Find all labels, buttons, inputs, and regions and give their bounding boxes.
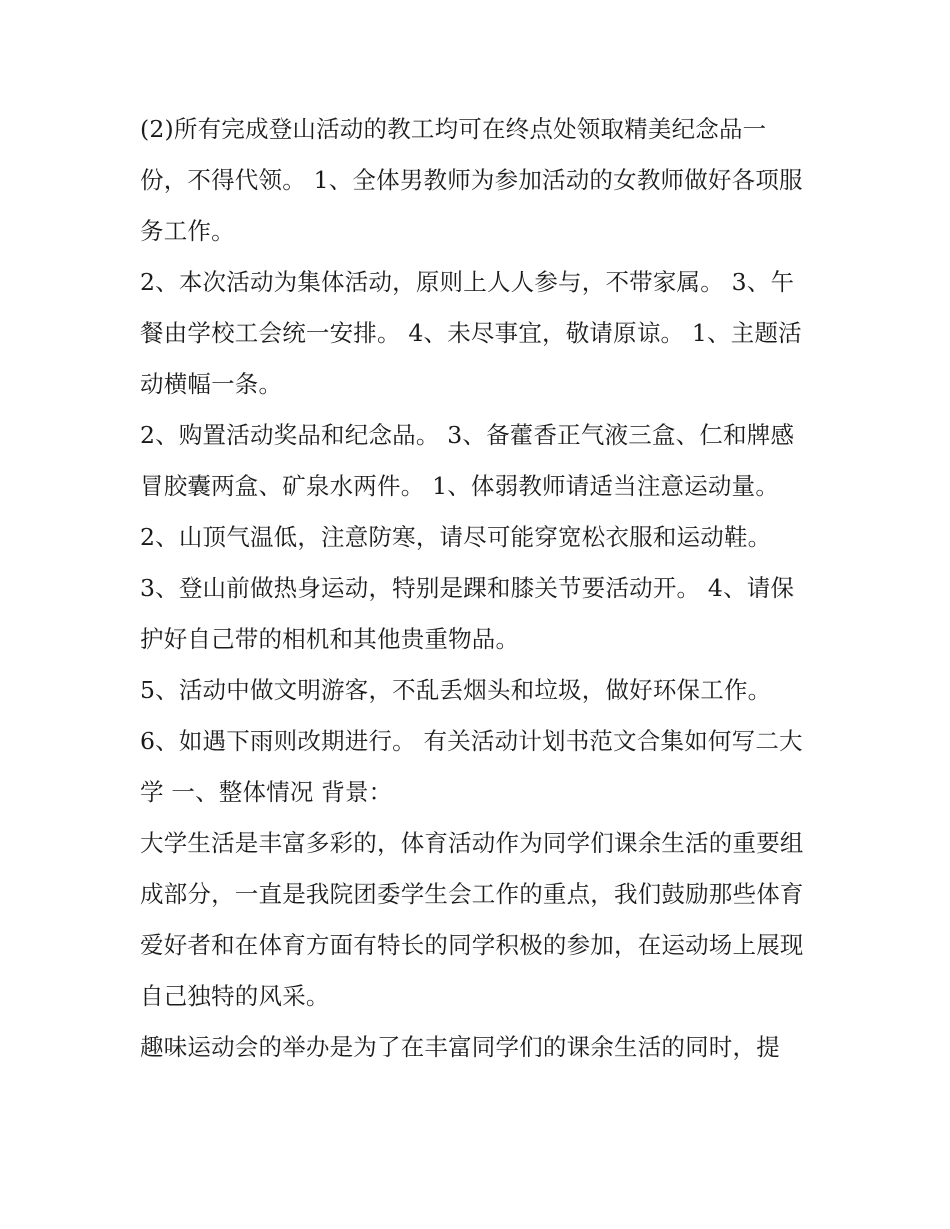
paragraph-5: 3、登山前做热身运动，特别是踝和膝关节要活动开。 4、请保护好自己带的相机和其他贵重物品。: [140, 574, 795, 653]
paragraph-1: (2)所有完成登山活动的教工均可在终点处领取精美纪念品一份，不得代领。 1、全体男教师为参加活动的女教师做好各项服务工作。: [140, 115, 803, 245]
document-body: [140, 104, 812, 1073]
paragraph-8: 大学生活是丰富多彩的，体育活动作为同学们课余生活的重要组成部分，一直是我院团委学生会工作的重点，我们鼓励那些体育爱好者和在体育方面有特长的同学积极的参加，在运动场上展现自己独特的风采。: [140, 829, 804, 1010]
paragraph-7: 6、如遇下雨则改期进行。 有关活动计划书范文合集如何写二大学 一、整体情况 背景：: [140, 727, 803, 806]
paragraph-3: 2、购置活动奖品和纪念品。 3、备藿香正气液三盒、仁和牌感冒胶囊两盒、矿泉水两件。 1、体弱教师请适当注意运动量。: [140, 421, 795, 500]
paragraph-9: 趣味运动会的举办是为了在丰富同学们的课余生活的同时，提: [140, 1033, 780, 1061]
paragraph-4: 2、山顶气温低，注意防寒，请尽可能穿宽松衣服和运动鞋。: [140, 523, 772, 551]
paragraph-2: 2、本次活动为集体活动，原则上人人参与，不带家属。 3、午餐由学校工会统一安排。 4、未尽事宜，敬请原谅。 1、主题活动横幅一条。: [140, 268, 802, 398]
paragraph-6: 5、活动中做文明游客，不乱丢烟头和垃圾，做好环保工作。: [140, 676, 772, 704]
